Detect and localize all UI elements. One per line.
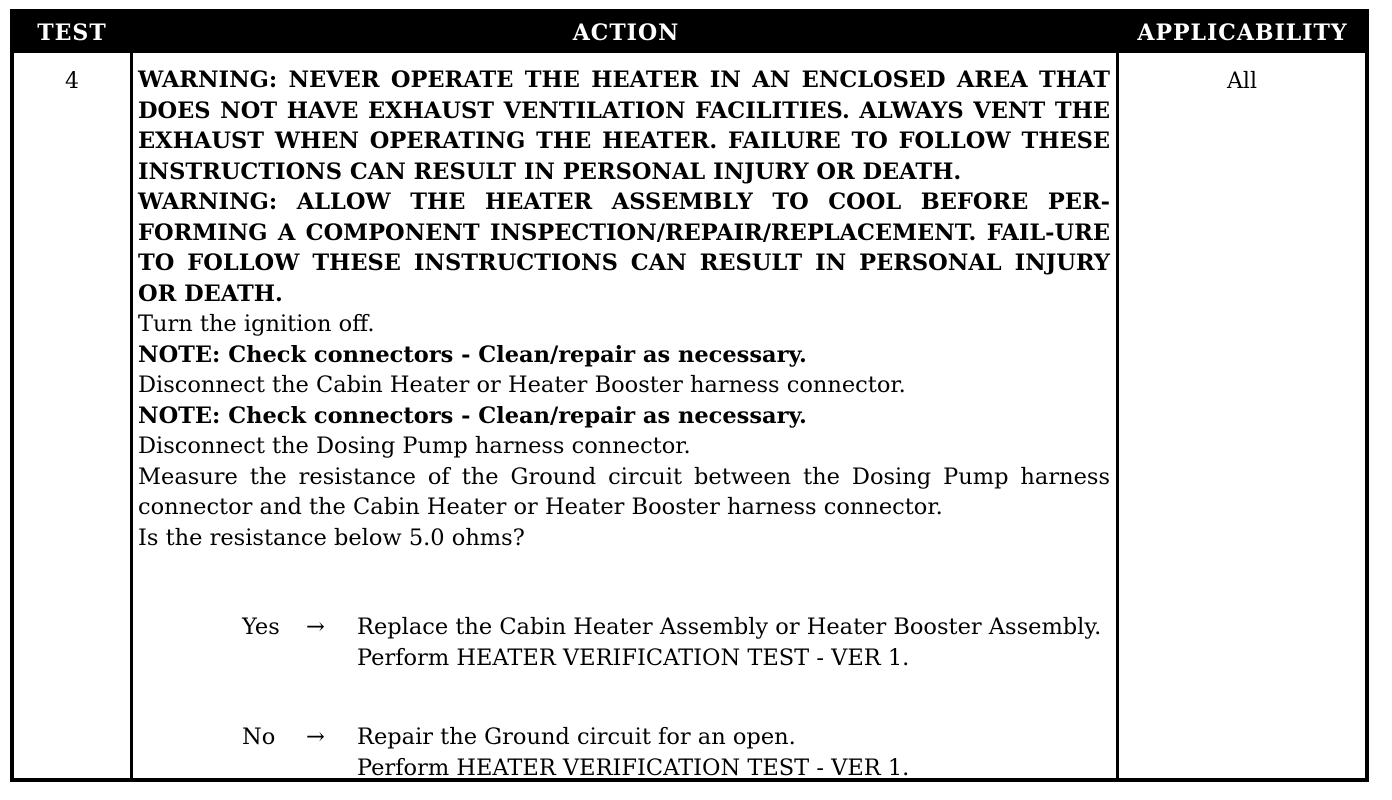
right-arrow-icon: → bbox=[306, 724, 325, 750]
column-divider bbox=[130, 53, 133, 778]
right-arrow-icon: → bbox=[306, 614, 325, 640]
answer-no-line1: Repair the Ground circuit for an open. bbox=[357, 724, 796, 750]
step-disconnect-pump: Disconnect the Dosing Pump harness connector. bbox=[138, 433, 691, 459]
action-cell bbox=[138, 65, 1110, 781]
answer-yes-text bbox=[357, 612, 1127, 673]
step-measure-resistance: Measure the resistance of the Ground circuit between the Dosing Pump harness connector and the Cabin Heater or Heater Booster harness connector. bbox=[138, 463, 1110, 520]
step-question: Is the resistance below 5.0 ohms? bbox=[138, 524, 525, 551]
answer-no-text bbox=[357, 722, 1127, 783]
note-check-connectors: NOTE: Check connectors - Clean/repair as necessary. bbox=[138, 402, 807, 429]
answer-no-line2: Perform HEATER VERIFICATION TEST - VER 1. bbox=[357, 754, 910, 781]
test-number: 4 bbox=[65, 69, 79, 94]
warning-exhaust: WARNING: NEVER OPERATE THE HEATER IN AN ENCLOSED AREA THAT DOES NOT HAVE EXHAUST VENTILATION FACILITIES. ALWAYS VENT THE EXHAUST WHEN OPERATING THE HEATER. FAILURE TO FOLLOW THESE INSTRUCTIONS CAN RESULT IN PERSONAL INJURY OR DEATH. bbox=[138, 67, 1110, 185]
answer-yes-line2: Perform HEATER VERIFICATION TEST - VER 1. bbox=[357, 644, 910, 671]
answer-no-label: No bbox=[242, 724, 276, 750]
header-action: ACTION bbox=[572, 20, 680, 46]
header-test: TEST bbox=[37, 20, 107, 46]
answer-yes-label: Yes bbox=[242, 614, 280, 640]
applicability-value: All bbox=[1227, 69, 1257, 94]
diagnostic-test-table bbox=[10, 9, 1369, 782]
table-header bbox=[14, 13, 1365, 53]
header-applicability: APPLICABILITY bbox=[1137, 20, 1348, 46]
warning-cool-down: WARNING: ALLOW THE HEATER ASSEMBLY TO COOL BEFORE PER-FORMING A COMPONENT INSPECTION/REPAIR/REPLACEMENT. FAIL-URE TO FOLLOW THESE INSTRUCTIONS CAN RESULT IN PERSONAL INJURY OR DEATH. bbox=[138, 189, 1110, 307]
step-disconnect-heater: Disconnect the Cabin Heater or Heater Booster harness connector. bbox=[138, 372, 906, 398]
answer-yes-line1: Replace the Cabin Heater Assembly or Heater Booster Assembly. bbox=[357, 614, 1102, 640]
note-check-connectors: NOTE: Check connectors - Clean/repair as necessary. bbox=[138, 341, 807, 368]
step-ignition-off: Turn the ignition off. bbox=[138, 311, 375, 337]
